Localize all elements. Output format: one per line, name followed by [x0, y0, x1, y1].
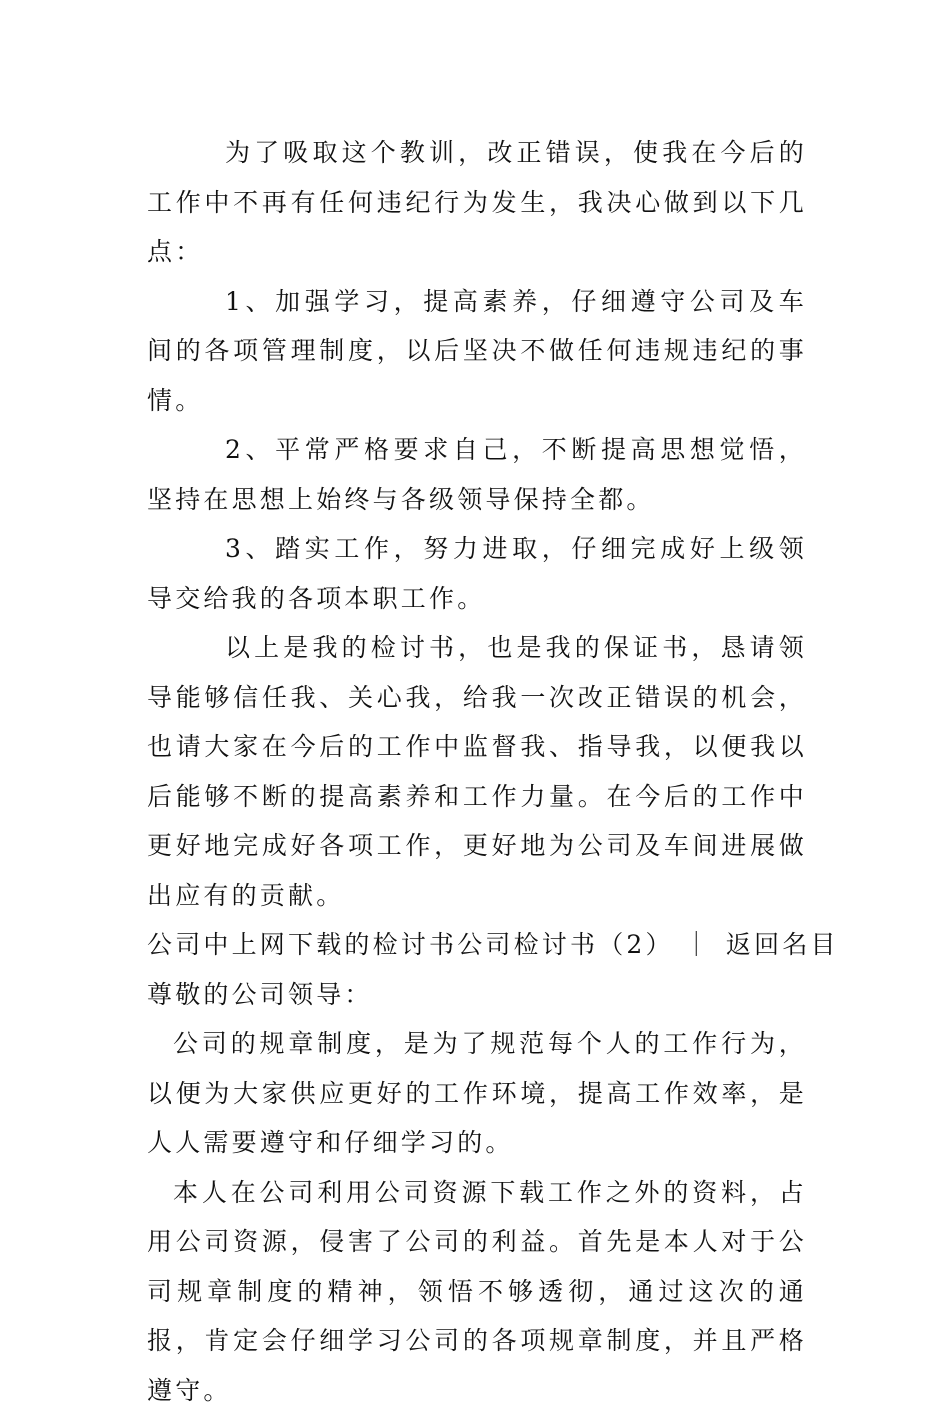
paragraph-conclusion: 以上是我的检讨书，也是我的保证书，恳请领导能够信任我、关心我，给我一次改正错误的机会，也请大家在今后的工作中监督我、指导我，以便我以后能够不断的提高素养和工作力量。在今后的工作中更好地完成好各项工作，更好地为公司及车间进展做出应有的贡献。 [147, 623, 807, 920]
section-heading-separator: ｜ [684, 930, 712, 959]
salutation: 尊敬的公司领导： [147, 970, 807, 1020]
paragraph-self-criticism: 本人在公司利用公司资源下载工作之外的资料，占用公司资源，侵害了公司的利益。首先是本人对于公司规章制度的精神，领悟不够透彻，通过这次的通报，肯定会仔细学习公司的各项规章制度，并且严格遵守。 [147, 1168, 807, 1415]
section-heading-title: 公司中上网下载的检讨书公司检讨书（2） [147, 920, 674, 970]
paragraph-rules: 公司的规章制度，是为了规范每个人的工作行为，以便为大家供应更好的工作环境，提高工作效率，是人人需要遵守和仔细学习的。 [147, 1019, 807, 1168]
section-heading-nav [674, 920, 839, 970]
document-body [147, 128, 807, 1415]
paragraph-point-1: 1、加强学习，提高素养，仔细遵守公司及车间的各项管理制度，以后坚决不做任何违规违纪的事情。 [147, 277, 807, 426]
paragraph-resolution-intro: 为了吸取这个教训，改正错误，使我在今后的工作中不再有任何违纪行为发生，我决心做到以下几点： [147, 128, 807, 277]
paragraph-point-3: 3、踏实工作，努力进取，仔细完成好上级领导交给我的各项本职工作。 [147, 524, 807, 623]
paragraph-point-2: 2、平常严格要求自己，不断提高思想觉悟，坚持在思想上始终与各级领导保持全都。 [147, 425, 807, 524]
back-to-contents-link[interactable]: 返回名目 [726, 930, 839, 959]
section-heading [147, 920, 807, 970]
